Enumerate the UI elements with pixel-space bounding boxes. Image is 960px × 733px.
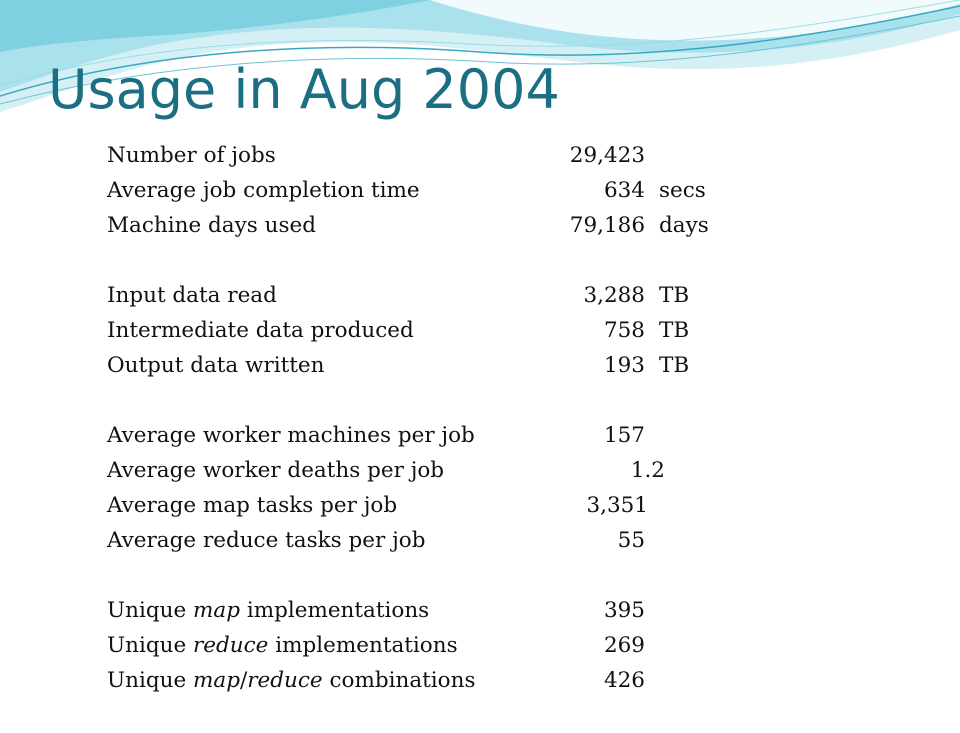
stat-row bbox=[107, 593, 727, 628]
stat-row bbox=[107, 418, 727, 453]
stat-row bbox=[107, 523, 727, 558]
jobs-group bbox=[107, 138, 727, 243]
stat-unit: secs bbox=[659, 178, 706, 203]
stat-label: Output data written bbox=[107, 353, 325, 378]
stat-value: 29,423 bbox=[569, 143, 645, 168]
stat-label: Average job completion time bbox=[107, 178, 420, 203]
stat-value: 3,288 bbox=[583, 283, 645, 308]
stat-row bbox=[107, 278, 727, 313]
stat-label: Number of jobs bbox=[107, 143, 276, 168]
stat-label: Unique map implementations bbox=[107, 598, 430, 623]
stat-label: Unique reduce implementations bbox=[107, 633, 458, 658]
stat-row bbox=[107, 488, 727, 523]
stat-unit: TB bbox=[659, 318, 690, 343]
unique-implementations-group bbox=[107, 593, 727, 698]
stat-row bbox=[107, 173, 727, 208]
stat-value: 55 bbox=[617, 528, 645, 553]
slide-title: Usage in Aug 2004 bbox=[48, 58, 560, 121]
stat-value: 1.2 bbox=[630, 458, 665, 483]
stat-label: Average map tasks per job bbox=[107, 493, 398, 518]
stat-unit: TB bbox=[659, 283, 690, 308]
stat-label: Unique map/reduce combinations bbox=[107, 668, 476, 693]
data-volume-group bbox=[107, 278, 727, 383]
stat-value: 426 bbox=[603, 668, 645, 693]
stat-row bbox=[107, 628, 727, 663]
stat-row bbox=[107, 348, 727, 383]
stat-value: 634 bbox=[603, 178, 645, 203]
stat-value: 79,186 bbox=[569, 213, 645, 238]
stat-unit: days bbox=[659, 213, 709, 238]
stat-value: 758 bbox=[603, 318, 645, 343]
per-job-group bbox=[107, 418, 727, 558]
stat-value: 193 bbox=[603, 353, 645, 378]
stat-label: Average worker deaths per job bbox=[107, 458, 445, 483]
stat-label: Intermediate data produced bbox=[107, 318, 414, 343]
stat-label: Input data read bbox=[107, 283, 277, 308]
stat-value: 3,351 bbox=[586, 493, 648, 518]
stat-label: Average reduce tasks per job bbox=[107, 528, 426, 553]
stat-value: 269 bbox=[603, 633, 645, 658]
stat-label: Machine days used bbox=[107, 213, 316, 238]
stat-value: 395 bbox=[603, 598, 645, 623]
usage-stats-table bbox=[107, 138, 727, 733]
stat-row bbox=[107, 138, 727, 173]
stat-label: Average worker machines per job bbox=[107, 423, 475, 448]
stat-row bbox=[107, 208, 727, 243]
stat-unit: TB bbox=[659, 353, 690, 378]
stat-row bbox=[107, 663, 727, 698]
stat-row bbox=[107, 313, 727, 348]
stat-value: 157 bbox=[603, 423, 645, 448]
stat-row bbox=[107, 453, 727, 488]
